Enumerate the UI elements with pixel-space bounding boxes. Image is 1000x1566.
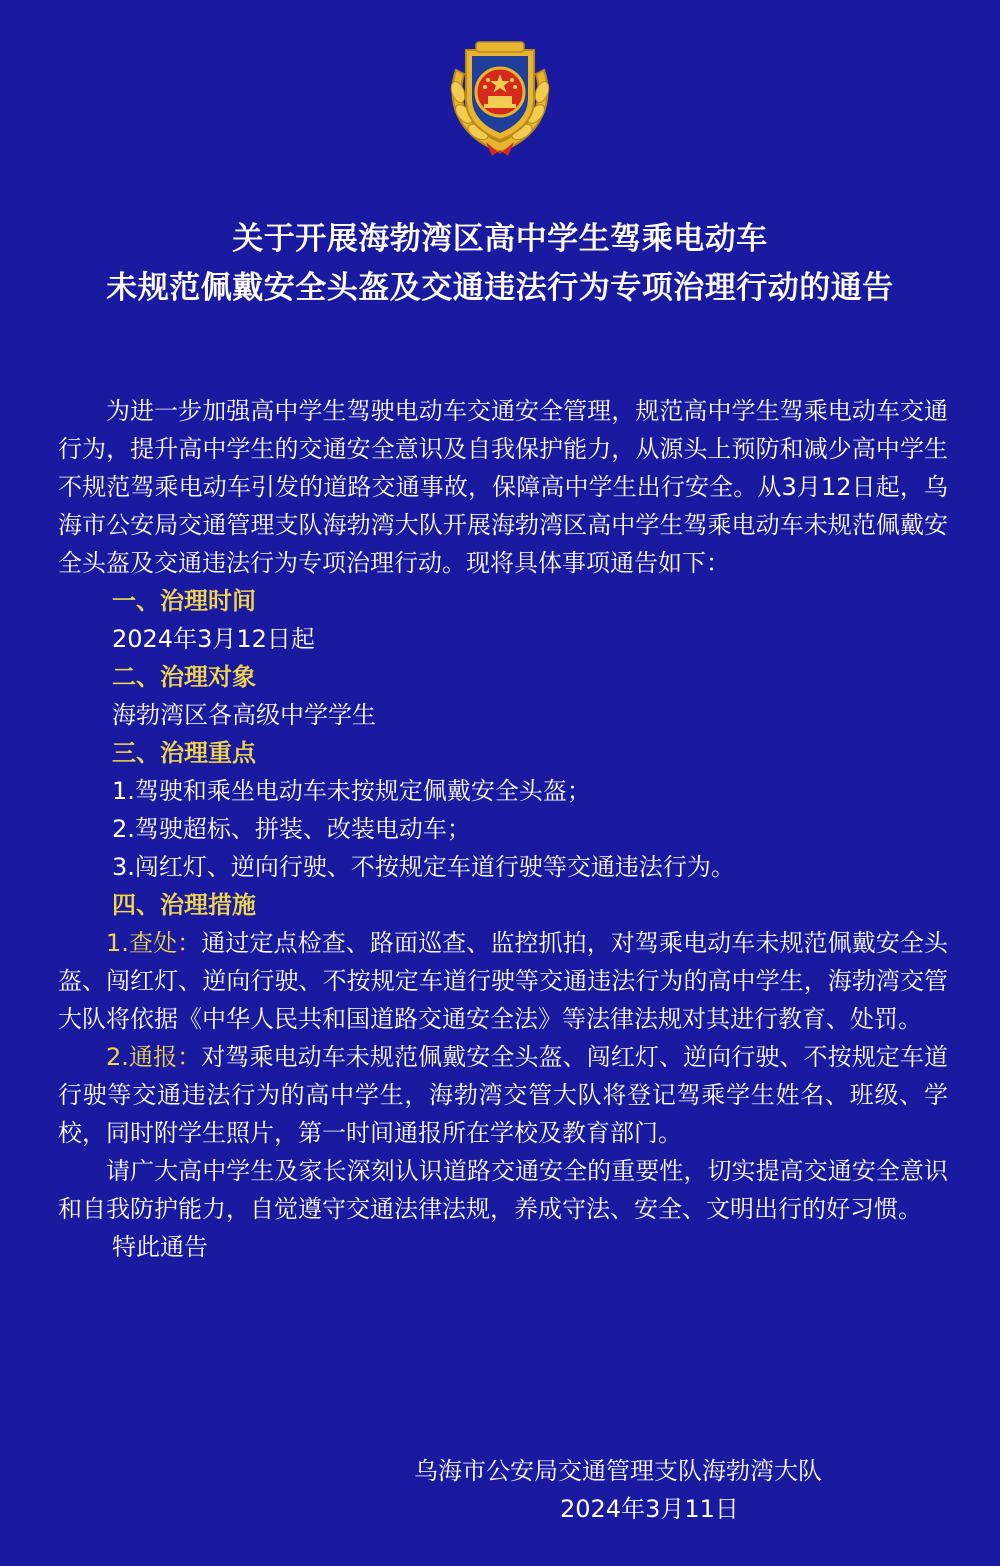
measure-text: 对驾乘电动车未规范佩戴安全头盔、闯红灯、逆向行驶、不按规定车道行驶等交通违法行为的高中学生，海勃湾交管大队将登记驾乘学生姓名、班级、学校，同时附学生照片，第一时间通报所在学校及教育部门。 — [58, 1043, 948, 1147]
section-heading-time: 一、治理时间 — [112, 587, 256, 615]
focus-item: 2.驾驶超标、拼装、改装电动车； — [112, 815, 471, 843]
section-text-target: 海勃湾区各高级中学学生 — [112, 701, 376, 729]
notice-title-line2: 未规范佩戴安全头盔及交通违法行为专项治理行动的通告 — [106, 270, 894, 306]
section-heading-measures: 四、治理措施 — [112, 891, 256, 919]
notice-title-line1: 关于开展海勃湾区高中学生驾乘电动车 — [232, 221, 768, 257]
section-heading-target: 二、治理对象 — [112, 663, 256, 691]
police-emblem-icon — [436, 30, 564, 160]
section-text-time: 2024年3月12日起 — [112, 625, 315, 653]
focus-item: 1.驾驶和乘坐电动车未按规定佩戴安全头盔； — [112, 777, 591, 805]
section-heading-focus: 三、治理重点 — [112, 739, 256, 767]
measure-label: 2.通报： — [106, 1043, 202, 1071]
measure-text: 通过定点检查、路面巡查、监控抓拍，对驾乘电动车未规范佩戴安全头盔、闯红灯、逆向行驶、不按规定车道行驶等交通违法行为的高中学生，海勃湾交管大队将依据《中华人民共和国道路交通安全法》等法律法规对其进行教育、处罚。 — [58, 929, 948, 1033]
measure-report — [58, 1038, 948, 1152]
notice-body — [58, 392, 948, 1266]
focus-item: 3.闯红灯、逆向行驶、不按规定车道行驶等交通违法行为。 — [112, 853, 735, 881]
measure-investigate — [58, 924, 948, 1038]
signature-date: 2024年3月11日 — [560, 1495, 739, 1523]
special-notice: 特此通告 — [112, 1233, 208, 1261]
intro-paragraph: 为进一步加强高中学生驾驶电动车交通安全管理，规范高中学生驾乘电动车交通行为，提升高中学生的交通安全意识及自我保护能力，从源头上预防和减少高中学生不规范驾乘电动车引发的道路交通事故，保障高中学生出行安全。从3月12日起，乌海市公安局交通管理支队海勃湾大队开展海勃湾区高中学生驾乘电动车未规范佩戴安全头盔及交通违法行为专项治理行动。现将具体事项通告如下： — [58, 397, 948, 577]
closing-paragraph: 请广大高中学生及家长深刻认识道路交通安全的重要性，切实提高交通安全意识和自我防护能力，自觉遵守交通法律法规，养成守法、安全、文明出行的好习惯。 — [58, 1157, 948, 1223]
measure-label: 1.查处： — [106, 929, 202, 957]
signature-org: 乌海市公安局交通管理支队海勃湾大队 — [414, 1457, 822, 1485]
